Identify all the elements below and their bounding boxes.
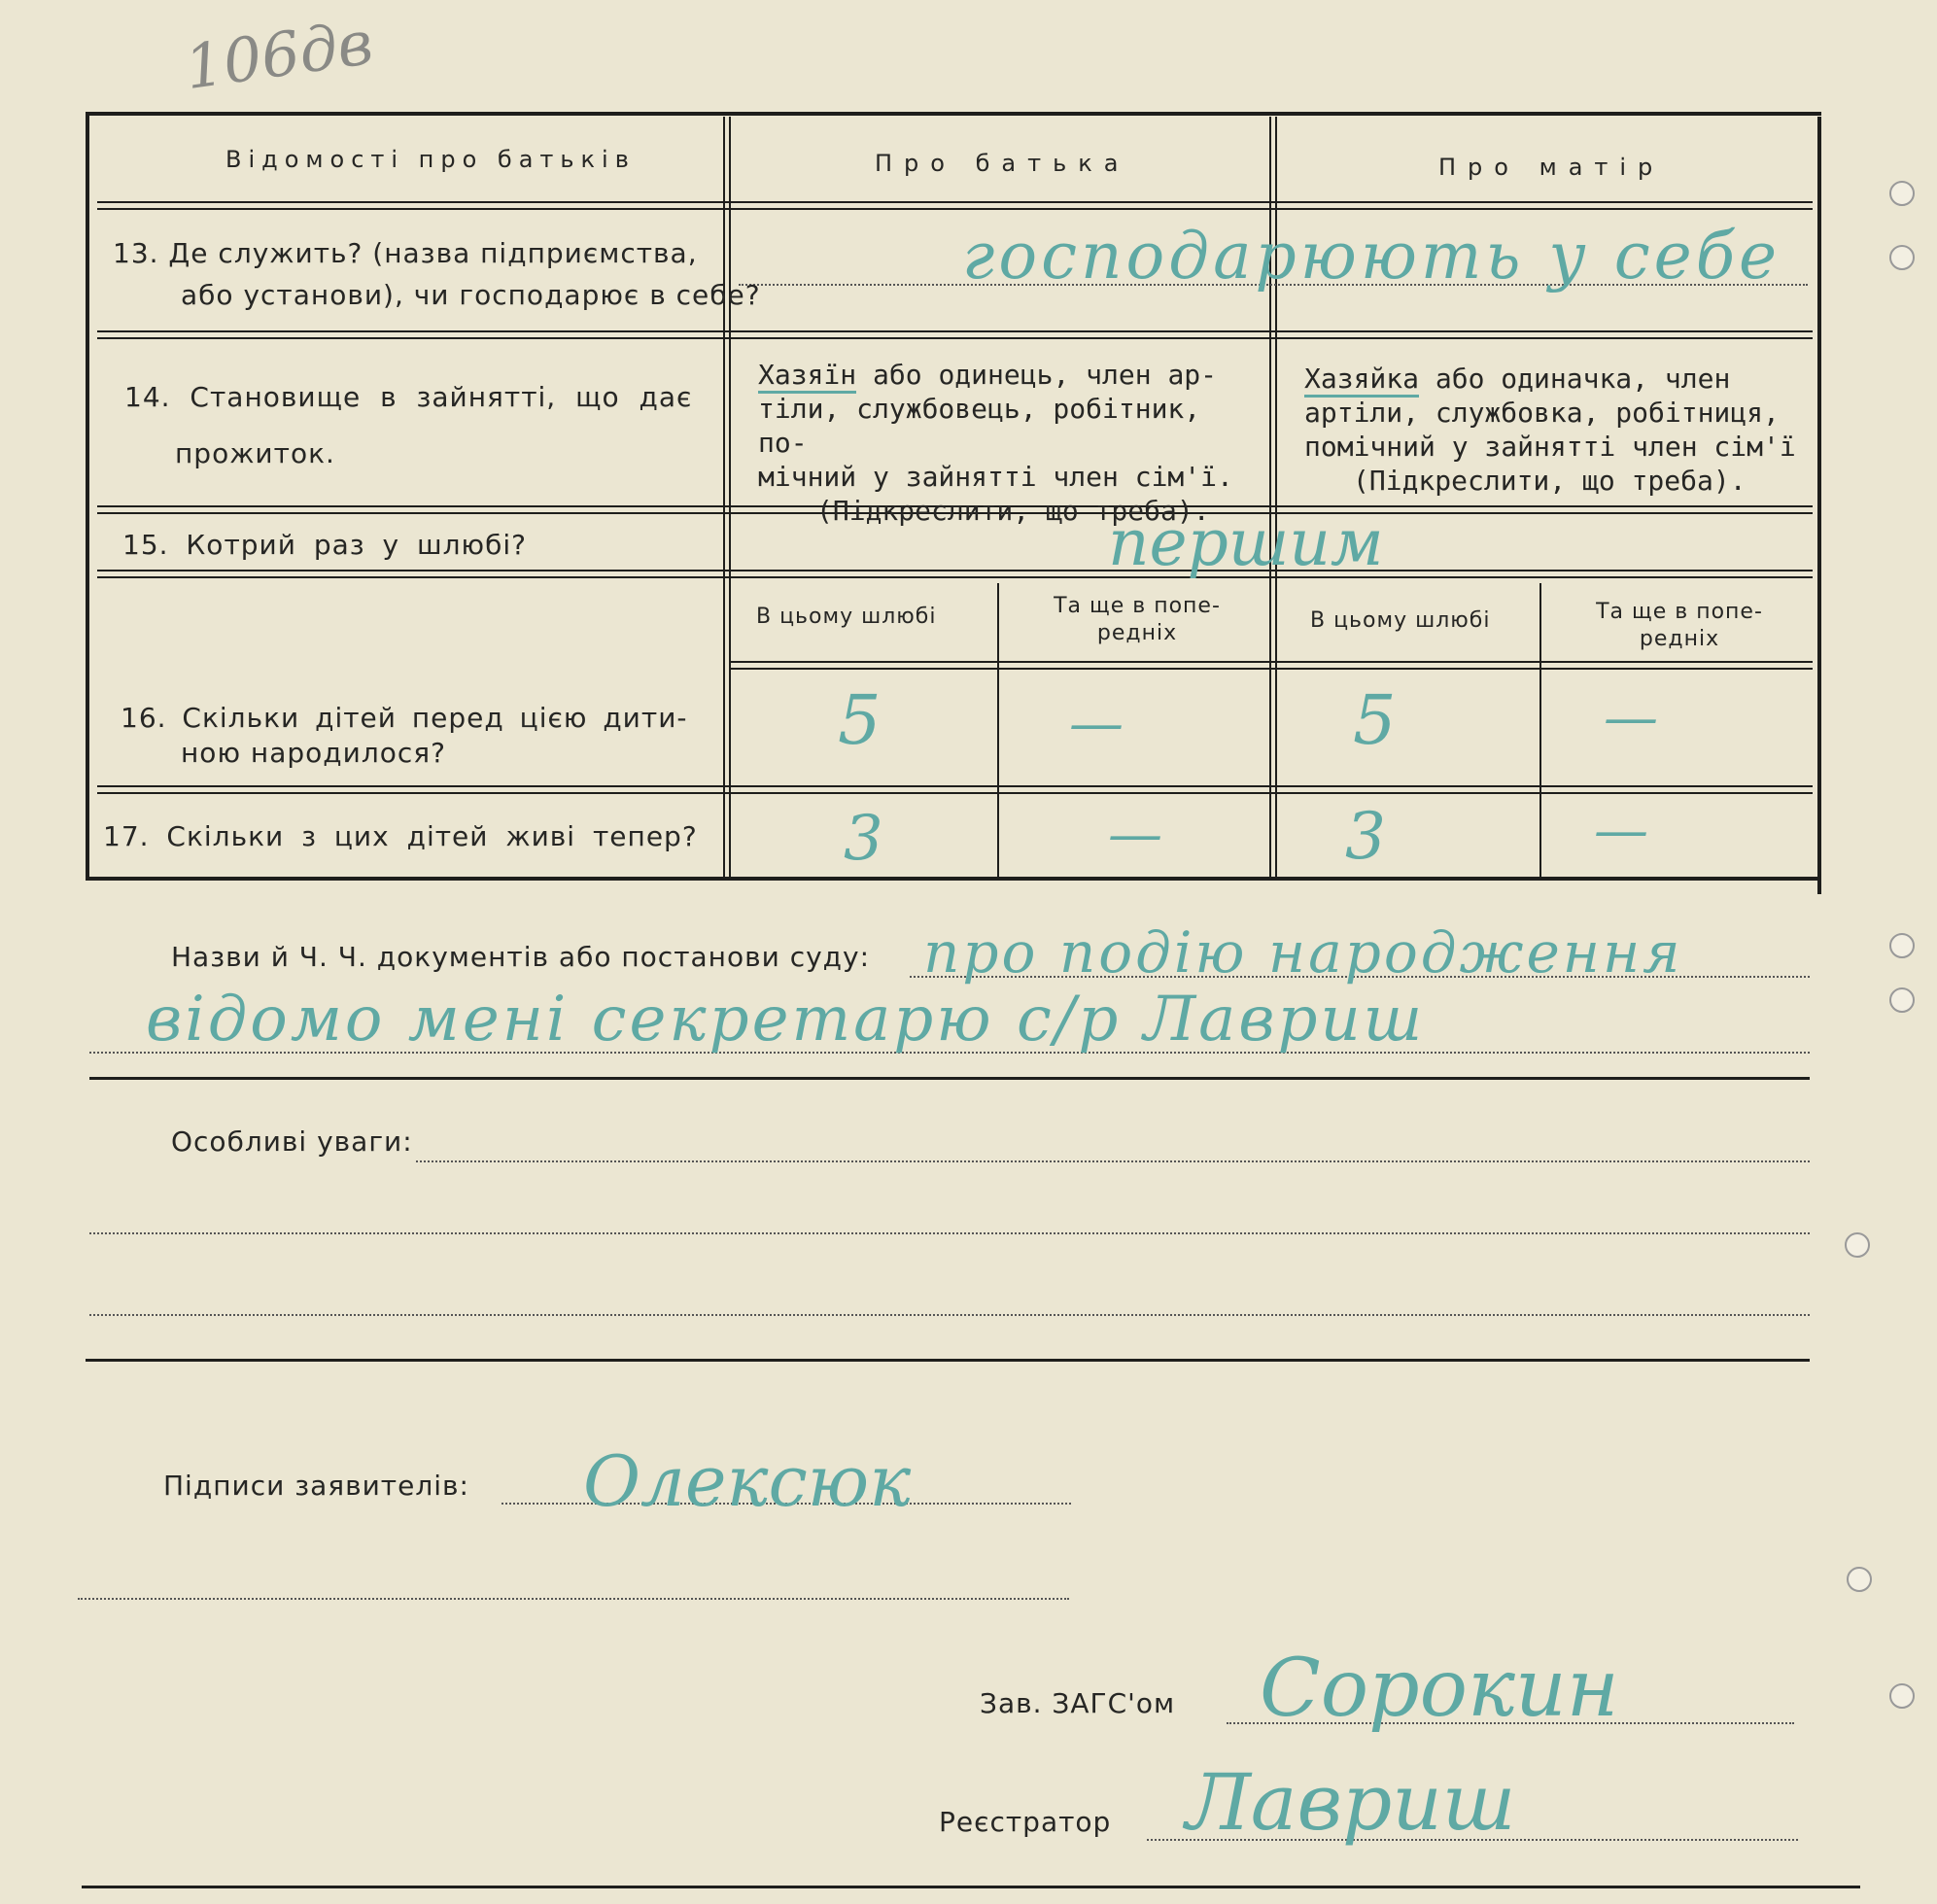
- header-father: Про батька: [875, 150, 1130, 177]
- row15-label: 15. Котрий раз у шлюбі?: [122, 529, 528, 561]
- row14-label-line2: прожиток.: [175, 437, 335, 469]
- row16-mother-this: 5: [1353, 680, 1397, 760]
- binder-hole: [1889, 245, 1915, 270]
- row17-label: 17. Скільки з цих дітей живі тепер?: [103, 820, 698, 852]
- binder-hole: [1889, 987, 1915, 1013]
- row13-label-line2: або установи), чи господарює в себе?: [181, 279, 761, 311]
- header-parents-info: Відомості про батьків: [225, 146, 636, 173]
- row17-father-prev: —: [1108, 803, 1162, 866]
- mother-selected-option: Хазяйка: [1304, 363, 1419, 398]
- binder-hole: [1889, 933, 1915, 958]
- row14-label-line1: 14. Становище в зайнятті, що дає: [124, 381, 693, 413]
- row17-mother-this: 3: [1345, 799, 1386, 874]
- head-signature: Сорокин: [1260, 1643, 1619, 1735]
- subheader-mother-prev: Та ще в попе- редніх: [1596, 600, 1763, 651]
- father-selected-option: Хазяїн: [758, 359, 856, 394]
- documents-handwritten-line2: відомо мені секретарю с/р Лавриш: [146, 984, 1426, 1056]
- binder-hole: [1889, 181, 1915, 206]
- documents-label: Назви й Ч. Ч. документів або постанови суду:: [171, 941, 871, 973]
- row17-mother-prev: —: [1594, 799, 1648, 862]
- registrar-signature: Лавриш: [1186, 1757, 1516, 1848]
- row16-mother-prev: —: [1604, 686, 1658, 749]
- binder-hole: [1889, 1683, 1915, 1709]
- binder-hole: [1847, 1567, 1872, 1592]
- row13-answer: господарюють у себе: [962, 219, 1781, 294]
- row13-label-line1: 13. Де служить? (назва підприємства,: [113, 237, 698, 269]
- head-label: Зав. ЗАГС'ом: [980, 1687, 1176, 1719]
- registrar-label: Реєстратор: [939, 1806, 1112, 1838]
- row17-father-this: 3: [844, 803, 883, 875]
- row14-father-options: Хазяїн або одинець, член ар- тіли, службовець, робітник, по- мічний у зайнятті член сім'ї. (Підкреслити, що треба).: [758, 359, 1233, 527]
- pencil-note: 106дв: [180, 6, 377, 104]
- row14-mother-options: Хазяйка або одиначка, член артіли, службовка, робітниця, помічний у зайнятті член сім'ї (Підкреслити, що треба).: [1304, 363, 1796, 497]
- subheader-father-this: В цьому шлюбі: [756, 605, 937, 629]
- header-mother: Про матір: [1438, 154, 1665, 181]
- row16-father-this: 5: [838, 680, 882, 760]
- remarks-label: Особливі уваги:: [171, 1125, 413, 1158]
- subheader-father-prev: Та ще в попе- редніх: [1054, 594, 1221, 645]
- applicant-signature: Олексюк: [583, 1440, 912, 1522]
- documents-handwritten-line1: про подію народження: [923, 919, 1683, 986]
- row15-answer: першим: [1108, 505, 1384, 580]
- binder-hole: [1845, 1232, 1870, 1258]
- row16-father-prev: —: [1069, 692, 1124, 755]
- applicants-label: Підписи заявителів:: [163, 1470, 469, 1502]
- row16-label-line2: ною народилося?: [181, 737, 446, 769]
- subheader-mother-this: В цьому шлюбі: [1310, 608, 1491, 633]
- row16-label-line1: 16. Скільки дітей перед цією дити-: [121, 702, 688, 734]
